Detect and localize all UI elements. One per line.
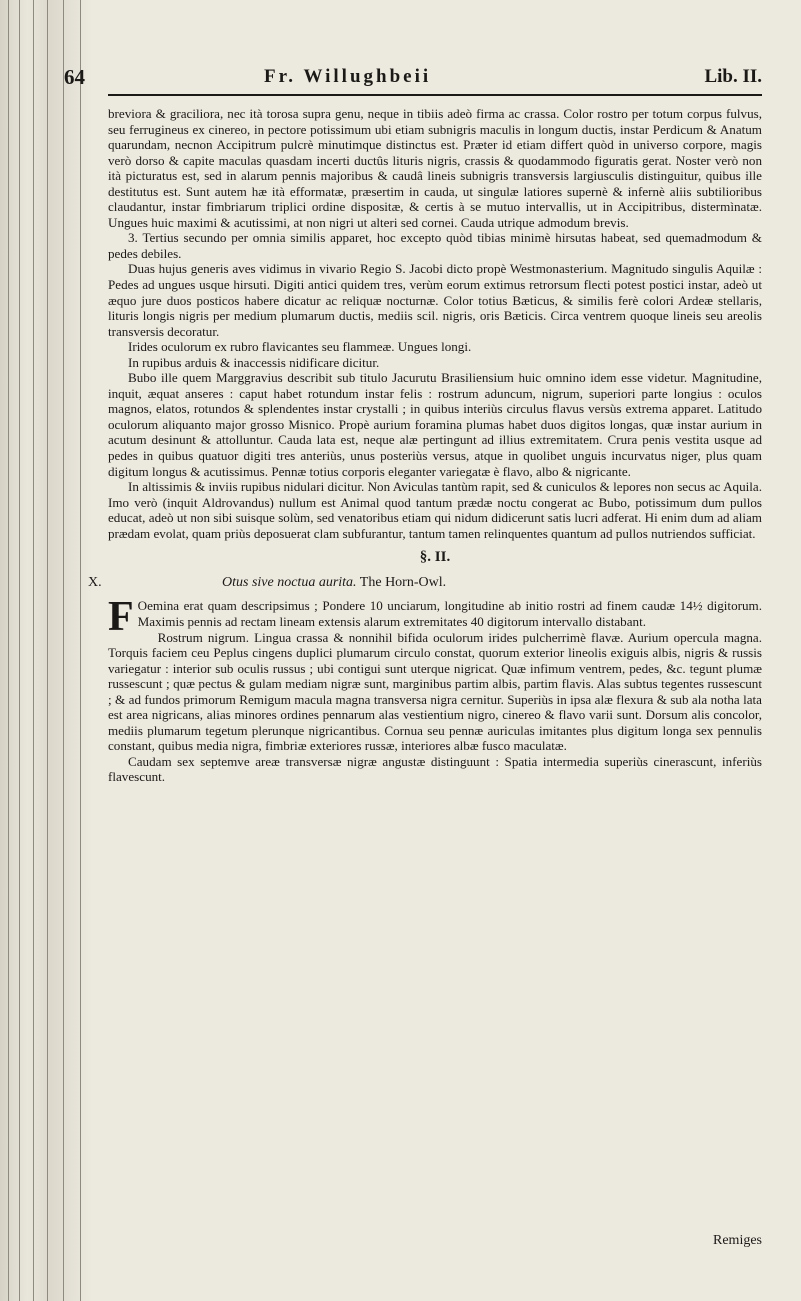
paragraph [108,594,762,641]
main-text [88,106,762,785]
section-heading: §. II. [419,549,451,566]
paragraph: Bubo ille quem Marggravius describit sub titulo Jacurutu Brasiliensium huic omnino idem esse videtur. Magnitudine, inquit, æquat anseres : caput habet rotundum instar felis : rostrum aduncum, nigrum, superiori parte longius : oculos magnos, elatos, rotundos & splendentes instar crystalli ; in quibus interiùs circulus flavus versùs extrema apparet. Latitudo oculorum aliquanto major grosso Misnico. Propè aurium foramina plumas habet duos digitos longas, quæ instar aurium in acutum desinunt & attolluntur. Cauda lata est, neque alæ pertingunt ad illius extremitatem. Crura penis vestita usque ad pedes in quibus quatuor digiti tres anteriùs, unus posteriùs versus, atque in quolibet unguis incurvatus niger, plus quam digitum longus & acutissimus. Pennæ totius corporis eleganter variegatæ è flavo, albo & nigricante. [108,370,762,479]
catchword: Remiges [713,1233,762,1248]
paragraph: 3. Tertius secundo per omnia similis apparet, hoc excepto quòd tibias minimè hirsutas habeat, sed quemadmodum & pedes debiles. [108,230,762,261]
subsection-title-latin: Otus sive noctua aurita. [222,574,357,590]
book-label: Lib. II. [704,66,762,87]
paragraph: breviora & graciliora, nec ità torosa supra genu, neque in tibiis adeò firma ac crassa. Color rostro per totum corpus fulvus, seu ferrugineus ex cinereo, in pectore potissimum ubi etiam subnigris maculis in longum ductis, instar Perdicum & Anatum quarundam, necnon Accipitrum pulcrè minutimque distinctus est. Præter id etiam differt quòd in universo corpore, magis verò dorso & capite maculas quasdam incerti ductûs lituris nigris, crassis & quodammodo figuratis gerat. Noster verò non ità picturatus est, sed in alarum pennis majoribus & caudâ lineis subnigris transversis largiusculis distinguitur, quibus ille destitutus est. Sunt autem hæ ità efformatæ, præsertim in cauda, ut singulæ latiores supernè & infernè aliis subtilioribus claudantur, instar fimbriarum triplici ordine dispositæ, & certis à se mutuo intervallis, ut in Accipitribus, distermìnatæ. Ungues huic maximi & acutissimi, at non nigri ut alteri sed cornei. Cauda utrique admodum brevis. [108,106,762,230]
paragraph: In altissimis & inviis rupibus nidulari dicitur. Non Aviculas tantùm rapit, sed & cuniculos & lepores non secus ac Aquila. Imo verò (inquit Aldrovandus) nullum est Animal quod tantum prædæ noctu congerat ac Bubo, potissimum dum pullos educat, adeò ut non sibi suisque solùm, sed venatoribus etiam qui nidum didicerunt satis lucri adferat. Hi enim dum ad aliam prædam evolat, quam priùs deposuerat clam subfurantur, tantum tamen relinquentes quantum ad pullos nutriendos sufficiat. [108,479,762,541]
page-header [64,64,762,96]
book-gutter [0,0,92,1301]
subsection-heading [88,574,762,591]
paragraph: Duas hujus generis aves vidimus in vivario Regio S. Jacobi dicto propè Westmonasterium. Magnitudo singulis Aquilæ : Pedes ad ungues usque hirsuti. Digiti antici quidem tres, verùm eorum extimus retrorsum flecti potest postici instar, adeò ut æquo jure duos posticos habere dicatur ac reliquæ nocturnæ. Color totius Bæticus, & similis ferè colori Ardeæ stellaris, lituris longis nigris per medium plumarum ductis, mediis scil. nigris, oris Bæticis. Circa ventrem quoque lineis seu areolis transversis decoratur. [108,261,762,339]
paragraph: Rostrum nigrum. Lingua crassa & nonnihil bifida oculorum irides pulcherrimè flavæ. Aurium opercula magna. Torquis faciem ceu Peplus cingens duplici plumarum circulo constat, quorum exterior lineolis exiguis albis, nigris & russis variegatur : interior sub oculis russus ; ubi contigui sunt uterque nigricat. Quæ infimum ventrem, pedes, &c. tegunt plumæ russescunt ; quæ pectus & gulam mediam nigræ sunt, marginibus partim albis, partim flavis. Alas subtus tegentes russescunt ; & ad fundos primorum Remigum macula magna transversa nigra cernitur. Superiùs in ipsa alæ flexura & sub ala notha lata est area nigricans, alias minores ordines pennarum alas vestientium nigro, cinereo & flavo varii sunt. Dorsum alis concolor, mediis plumarum tegetum plerunque nigricantibus. Cornua seu pennæ auriculas imitantes plus digitum longa sex pennulis constant, quibus media nigra, fimbriæ exteriores russæ, interiores albæ fusco maculatæ. [108,629,762,754]
paragraph: Caudam sex septemve areæ transversæ nigræ angustæ distinguunt : Spatia intermedia superiùs cinerascunt, inferiùs flavescunt. [108,753,762,785]
drop-cap: F [108,594,134,641]
paragraph: Irides oculorum ex rubro flavicantes seu flammeæ. Ungues longi. [128,339,472,355]
running-head: Fr. Willughbeii [264,66,432,87]
page-number: 64 [64,65,85,89]
paragraph-text: Oemina erat quam descripsimus ; Pondere 10 unciarum, longitudine ab initio rostri ad finem caudæ 14½ digitorum. Maximis pennis ad rectam lineam extensis alarum extremitates 40 digitorum intervallo distabant. [137,598,762,629]
subsection-number: X. [88,574,102,590]
paragraph: In rupibus arduis & inaccessis nidificare dicitur. [128,354,380,370]
page [64,64,762,1248]
subsection-title-english: The Horn-Owl. [359,574,447,590]
